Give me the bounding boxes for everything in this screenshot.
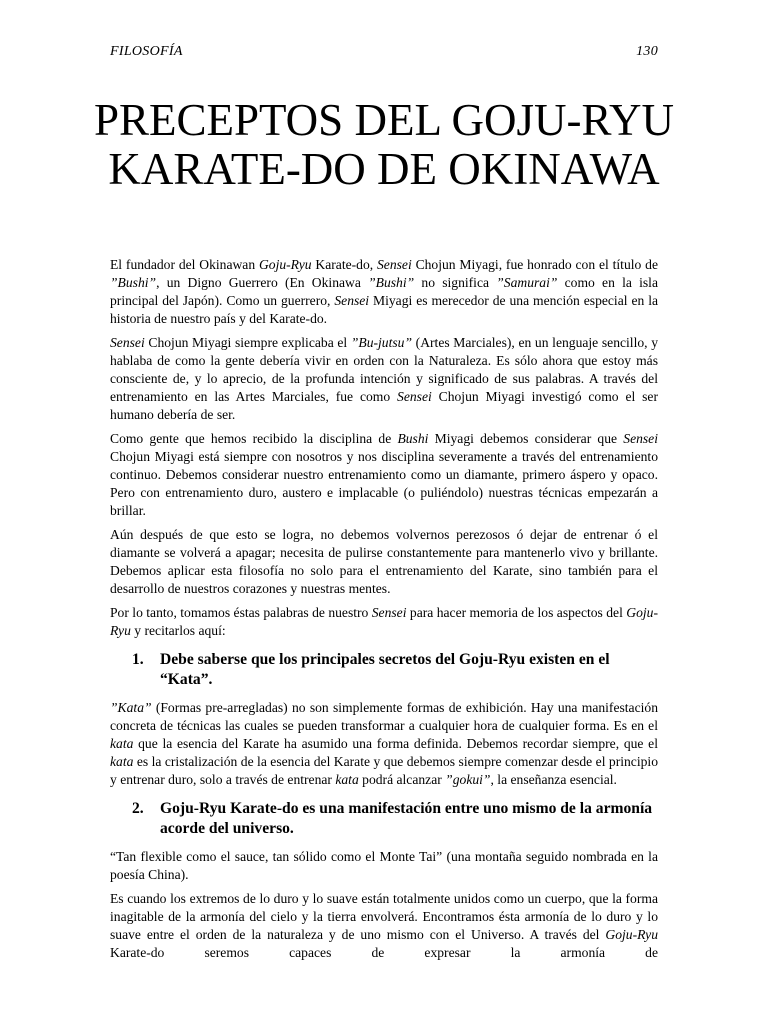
text-run: Chojun Miyagi, fue honrado con el título de (411, 257, 658, 272)
text-run: (Artes Marciales), en un lenguaje sencillo, y hablaba de como la gente debería vivir en orden con la Naturaleza. Es sólo ahora que estoy más consciente de, y lo aprecio, de la profunda intención y significado de sus palabras. A través del entrenamiento en las Artes Marciales, fue como (110, 335, 658, 404)
page-number: 130 (636, 44, 658, 59)
precept-heading (110, 650, 658, 690)
precepts-list (110, 650, 658, 962)
italic-term: Sensei (334, 293, 370, 308)
paragraph-1 (110, 256, 658, 328)
precept-body (110, 699, 658, 789)
paragraph-4 (110, 526, 658, 598)
page-header (110, 44, 658, 60)
italic-term: Sensei (377, 257, 412, 272)
precept-body (110, 848, 658, 884)
italic-term: Goju-Ryu (110, 605, 658, 638)
precept-heading-text: Debe saberse que los principales secretos del Goju-Ryu existen en el “Kata”. (160, 651, 610, 688)
text-run: podrá alcanzar (358, 772, 446, 787)
text-run: “Tan flexible como el sauce, tan sólido como el Monte Tai” (una montaña seguido nombrada en la poesía China). (110, 849, 658, 882)
text-run: Karate-do seremos capaces de expresar la armonía de (110, 945, 658, 960)
precept-heading-text: Goju-Ryu Karate-do es una manifestación entre uno mismo de la armonía acorde del universo. (160, 800, 653, 837)
italic-term: Sensei (110, 335, 145, 350)
text-run: y recitarlos aquí: (130, 623, 226, 638)
italic-term: Bushi (397, 431, 429, 446)
italic-term: kata (110, 754, 134, 769)
text-run: (Formas pre-arregladas) no son simplemente formas de exhibición. Hay una manifestación concreta de técnicas las cuales se pueden transformar a cualquier hora de cualquier forma. Es en el (110, 700, 658, 733)
text-run: Chojun Miyagi está siempre con nosotros y nos disciplina severamente a través del entrenamiento continuo. Debemos considerar nuestro entrenamiento como un diamante, primero áspero y opaco. Pero con entrenamiento duro, austero e implacable (o puliéndolo) nuestras técnicas empezarán a brillar. (110, 449, 658, 518)
text-run: , la enseñanza esencial. (490, 772, 617, 787)
text-run: , un Digno Guerrero (En Okinawa (156, 275, 369, 290)
text-run: es la cristalización de la esencia del Karate y que debemos siempre comenzar desde el principio y entrenar duro, solo a través de entrenar (110, 754, 658, 787)
precept-body (110, 890, 658, 962)
section-label: FILOSOFÍA (110, 44, 183, 59)
text-run: que la esencia del Karate ha asumido una forma definida. Debemos recordar siempre, que el (133, 736, 658, 751)
page-title: PRECEPTOS DEL GOJU-RYU KARATE-DO DE OKINAWA (93, 95, 675, 194)
paragraph-2 (110, 334, 658, 424)
italic-term: ”Samurai” (496, 275, 558, 290)
text-run: El fundador del Okinawan (110, 257, 259, 272)
precept-item (110, 650, 658, 789)
text-run: Miyagi debemos considerar que (428, 431, 624, 446)
italic-term: ”Bu-jutsu” (350, 335, 413, 350)
italic-term: Sensei (397, 389, 432, 404)
italic-term: ”Bushi” (368, 275, 415, 290)
text-run: no significa (414, 275, 497, 290)
precept-heading (110, 799, 658, 839)
text-run: Miyagi es merecedor de una mención especial en la historia de nuestro país y del Karate-do. (110, 293, 659, 326)
italic-term: Goju-Ryu (258, 257, 312, 272)
text-run: Aún después de que esto se logra, no debemos volvernos perezosos ó dejar de entrenar ó el diamante se volverá a apagar; necesita de pulirse constantemente para mantenerlo vivo y brillante. Debemos aplicar esta filosofía no solo para el entrenamiento del Karate, sino también para el desarrollo de nuestros corazones y nuestras mentes. (110, 527, 658, 596)
italic-term: Sensei (623, 431, 658, 446)
precept-number: 2. (132, 800, 144, 817)
text-run: Chojun Miyagi investigó como el ser humano debería de ser. (110, 389, 658, 422)
document-body (110, 256, 658, 970)
italic-term: ”gokui” (445, 772, 491, 787)
text-run: Es cuando los extremos de lo duro y lo suave están totalmente unidos como un cuerpo, que la forma inagitable de la armonía del cielo y la tierra envolverá. Encontramos ésta armonía de lo duro y lo suave entre el orden de la naturaleza y de uno mismo con el Universo. A través del (110, 891, 658, 942)
text-run: Chojun Miyagi siempre explicaba el (144, 335, 351, 350)
italic-term: kata (110, 736, 134, 751)
text-run: Como gente que hemos recibido la disciplina de (110, 431, 398, 446)
precept-number: 1. (132, 651, 144, 668)
precept-item (110, 799, 658, 962)
italic-term: ”Bushi” (110, 275, 157, 290)
text-run: para hacer memoria de los aspectos del (406, 605, 627, 620)
text-run: Por lo tanto, tomamos éstas palabras de nuestro (110, 605, 372, 620)
italic-term: Goju-Ryu (605, 927, 658, 942)
italic-term: Sensei (371, 605, 407, 620)
text-run: como en la isla principal del Japón). Como un guerrero, (110, 275, 658, 308)
paragraph-3 (110, 430, 658, 520)
text-run: Karate-do, (311, 257, 377, 272)
italic-term: ”Kata” (110, 700, 152, 715)
paragraph-5 (110, 604, 658, 640)
italic-term: kata (335, 772, 359, 787)
